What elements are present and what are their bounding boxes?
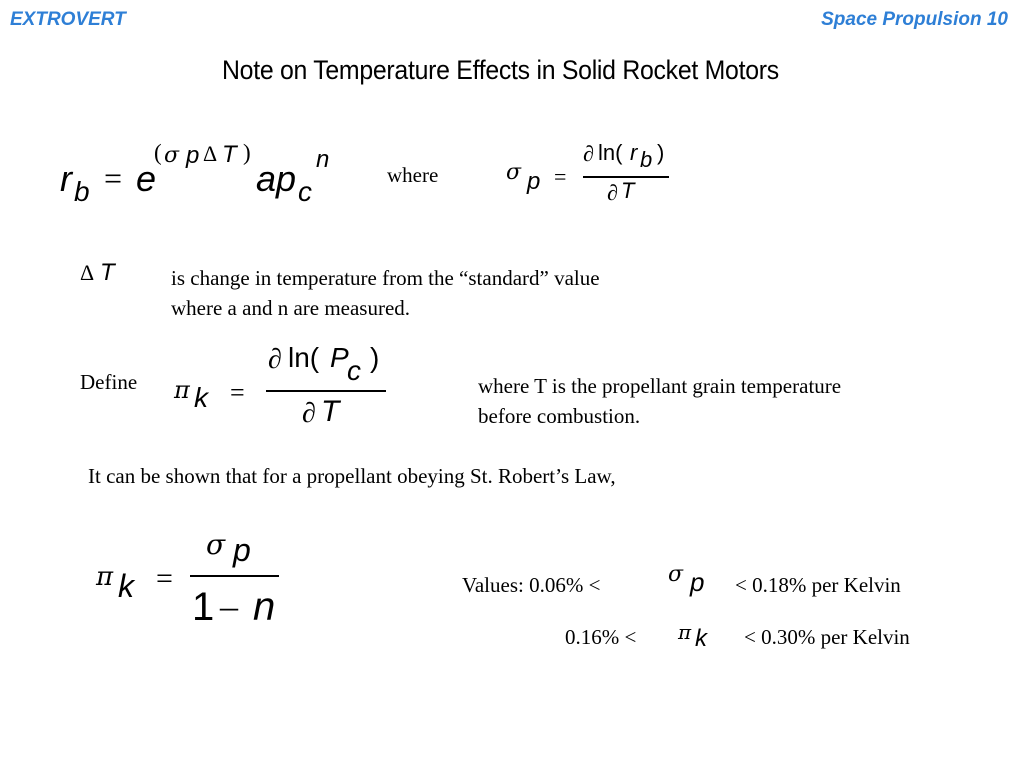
header-left-label: EXTROVERT [10, 9, 126, 30]
sigma-p-symbol: σ p [668, 562, 705, 597]
robert-law-statement: It can be shown that for a propellant obeying St. Robert’s Law, [88, 464, 616, 488]
define-label: Define [80, 370, 138, 394]
pi-k-lower-bound: 0.16% < [565, 625, 637, 649]
sigma-p-upper-bound: < 0.18% per Kelvin [735, 573, 901, 597]
pi-k-definition: π k = ∂ ln( P c ) ∂ T [0, 0, 420, 460]
header-right-label: Space Propulsion 10 [821, 9, 1008, 30]
slide-title: Note on Temperature Effects in Solid Rocket Motors [222, 55, 779, 85]
burn-rate-equation: r b = e ( σ p Δ T ) ap c n [60, 140, 330, 207]
pi-k-symbol: π k [678, 620, 707, 652]
pi-k-relation: π k = σ p 1 – n [0, 0, 320, 660]
delta-t-description-line1: is change in temperature from the “standard” value [171, 266, 600, 290]
sigma-p-definition: σ p = ∂ ln( r b ) ∂ T [0, 0, 700, 220]
grain-temp-note-line1: where T is the propellant grain temperature [478, 374, 842, 398]
where-label: where [387, 163, 439, 187]
values-label: Values: 0.06% < [462, 573, 601, 597]
delta-t-description-line2: where a and n are measured. [171, 296, 411, 320]
pi-k-upper-bound: < 0.30% per Kelvin [744, 625, 910, 649]
grain-temp-note-line2: before combustion. [478, 404, 641, 428]
delta-t-symbol: Δ T [80, 259, 115, 286]
